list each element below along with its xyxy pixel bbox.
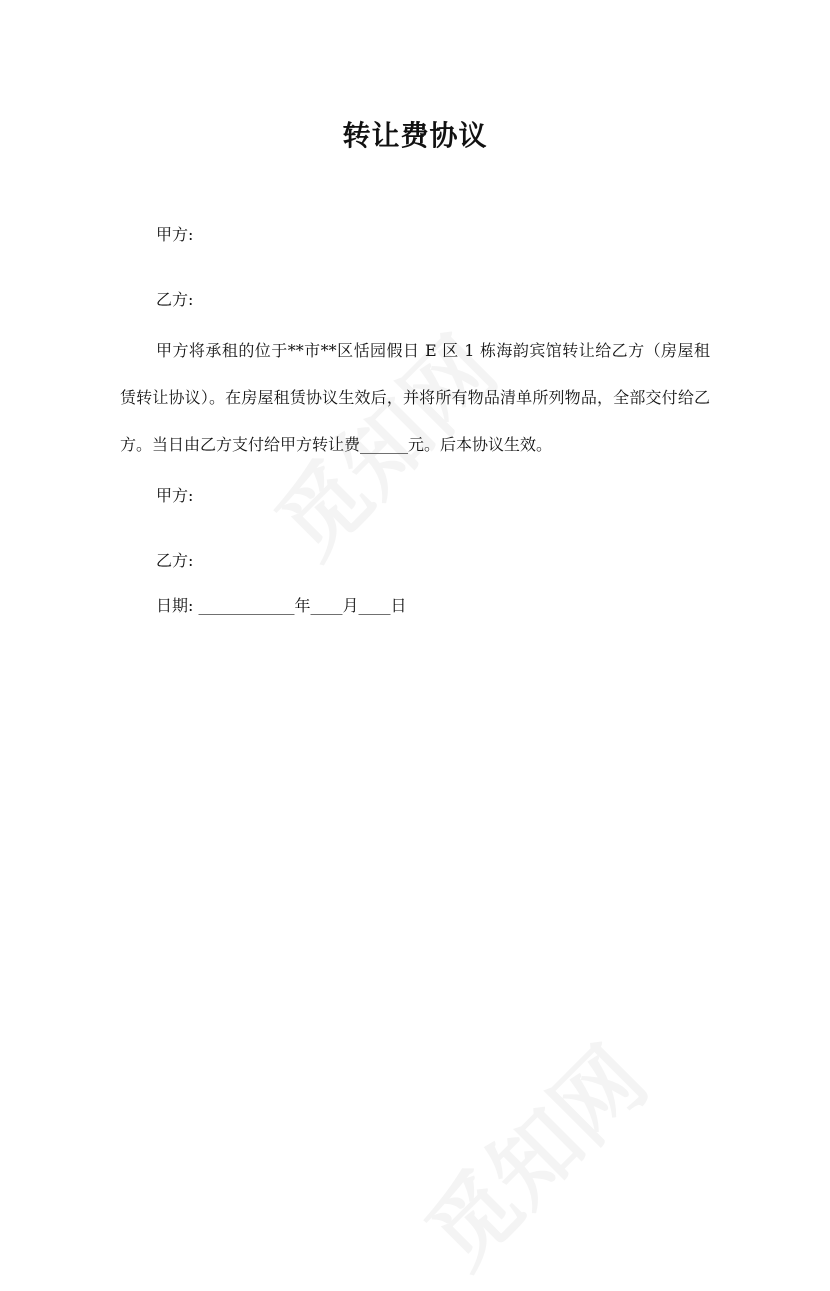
watermark-text xyxy=(407,1028,667,1288)
party-a-label: 甲方: xyxy=(156,225,194,244)
watermark-bottom xyxy=(394,1015,670,1291)
party-b-signature-label: 乙方: xyxy=(156,551,194,570)
date-line: 日期: ____________年____月____日 xyxy=(156,596,407,615)
document-title: 转让费协议 xyxy=(342,119,488,152)
party-a-signature-label: 甲方: xyxy=(156,486,194,505)
agreement-body: 甲方将承租的位于**市**区恬园假日 E 区 1 栋海韵宾馆转让给乙方（房屋租赁转让协议）。在房屋租赁协议生效后，并将所有物品清单所列物品，全部交付给乙方。当日由乙方支付给甲方转让费______元。后本协议生效。 xyxy=(120,341,710,454)
party-b-label: 乙方: xyxy=(156,290,194,309)
